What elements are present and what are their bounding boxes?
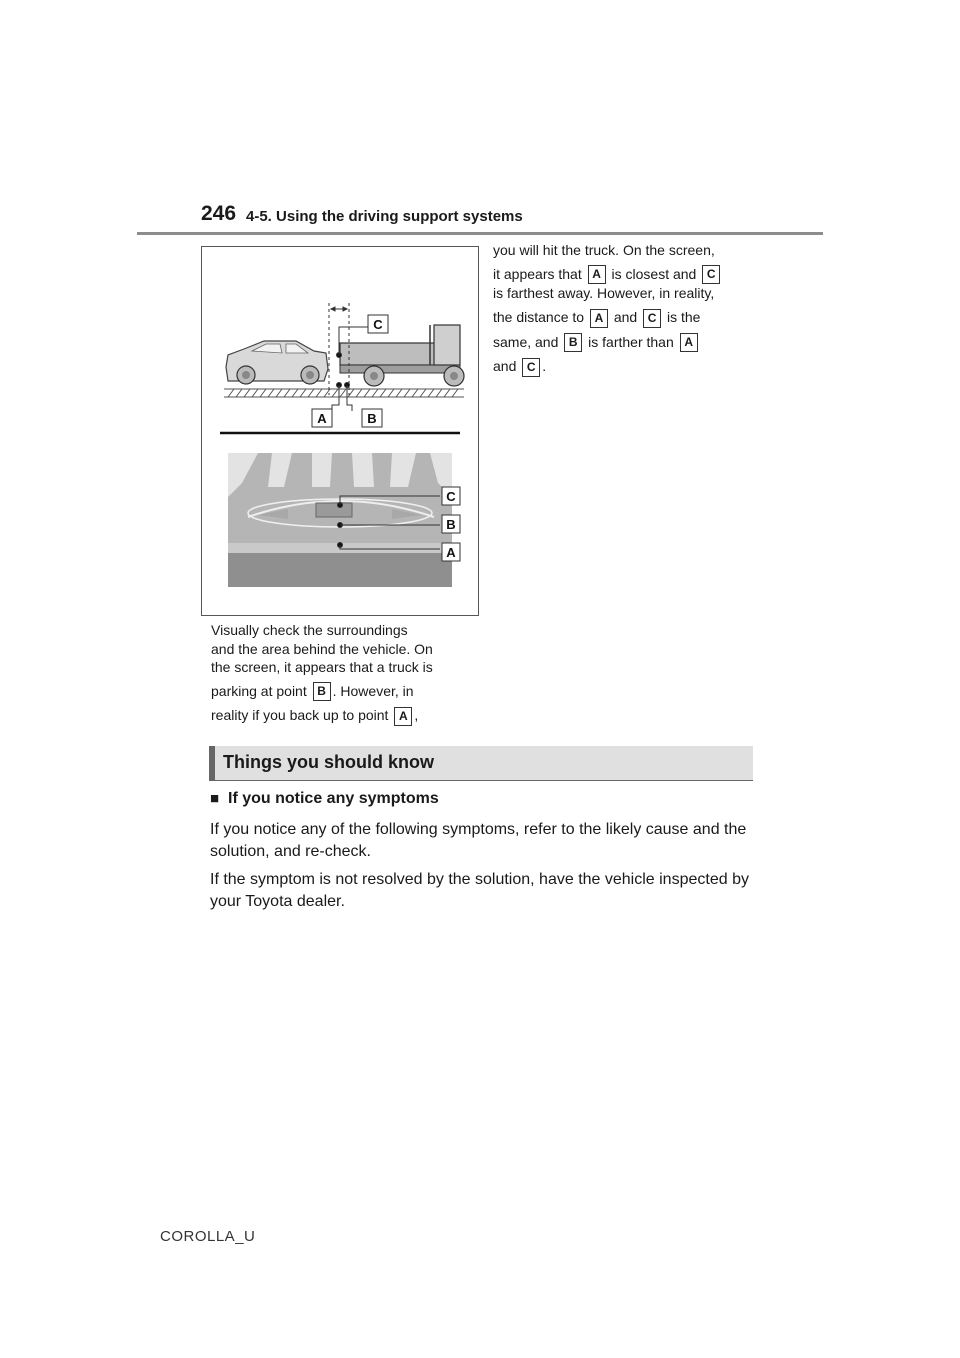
body-line: is farthest away. However, in reality, (493, 285, 715, 302)
caption-line (211, 682, 473, 702)
caption-text: , (414, 707, 419, 724)
inline-label-c: C (643, 309, 661, 328)
body-line (493, 333, 763, 353)
caption-line (211, 706, 473, 726)
body-text: the distance to (493, 308, 585, 325)
caption-text: parking at point (211, 682, 307, 699)
body-text: same, and (493, 333, 559, 350)
right-column-text (493, 241, 763, 377)
symptoms-paragraph-2: If the symptom is not resolved by the solution, have the vehicle inspected by your Toyota dealer. (210, 871, 749, 910)
inline-label-a: A (680, 333, 698, 352)
caption-text: . However, in (332, 682, 414, 699)
body-text: . (542, 358, 547, 375)
things-header-accent (209, 746, 215, 780)
label-a-bottom: A (446, 545, 456, 560)
body-line (493, 265, 763, 285)
footer-model: COROLLA_U (160, 1228, 256, 1245)
body-text: is closest and (611, 265, 697, 282)
symptoms-paragraph-1: If you notice any of the following symptoms, refer to the likely cause and the solution, and re-check. (210, 821, 747, 860)
body-text: and (493, 358, 517, 375)
label-b-top: B (367, 411, 377, 426)
ground-hatch (224, 389, 464, 397)
parking-distance-figure (201, 246, 479, 616)
things-header-title: Things you should know (223, 752, 434, 772)
inline-label-c: C (702, 265, 720, 284)
inline-label-a: A (394, 707, 412, 726)
label-a-top: A (317, 411, 327, 426)
symptoms-heading: If you notice any symptoms (228, 790, 439, 807)
camera-view (228, 453, 452, 587)
things-header-underline (209, 780, 753, 781)
body-line: you will hit the truck. On the screen, (493, 242, 715, 258)
header-rule (137, 232, 823, 235)
body-text: is the (666, 308, 701, 325)
inline-label-b: B (564, 333, 582, 352)
body-text: it appears that (493, 265, 582, 282)
section-title: 4-5. Using the driving support systems (246, 208, 523, 225)
label-c-top: C (373, 317, 383, 332)
truck-side-view (340, 325, 464, 386)
body-line (493, 308, 763, 328)
figure-caption (211, 621, 473, 726)
car-side-view (226, 341, 328, 384)
page-number: 246 (201, 202, 237, 225)
square-bullet-icon: ■ (210, 790, 220, 807)
caption-line: Visually check the surroundings (211, 622, 408, 638)
caption-text: reality if you back up to point (211, 707, 389, 724)
body-text: and (613, 308, 638, 325)
inline-label-a: A (588, 265, 606, 284)
inline-label-a: A (590, 309, 608, 328)
inline-label-b: B (313, 682, 331, 701)
label-b-bottom: B (446, 517, 456, 532)
body-line (493, 357, 763, 377)
caption-line: and the area behind the vehicle. On (211, 640, 433, 657)
caption-line: the screen, it appears that a truck is (211, 659, 433, 675)
label-c-bottom: C (446, 489, 456, 504)
inline-label-c: C (522, 358, 540, 377)
figure-illustration (202, 247, 478, 615)
body-text: is farther than (588, 333, 674, 350)
